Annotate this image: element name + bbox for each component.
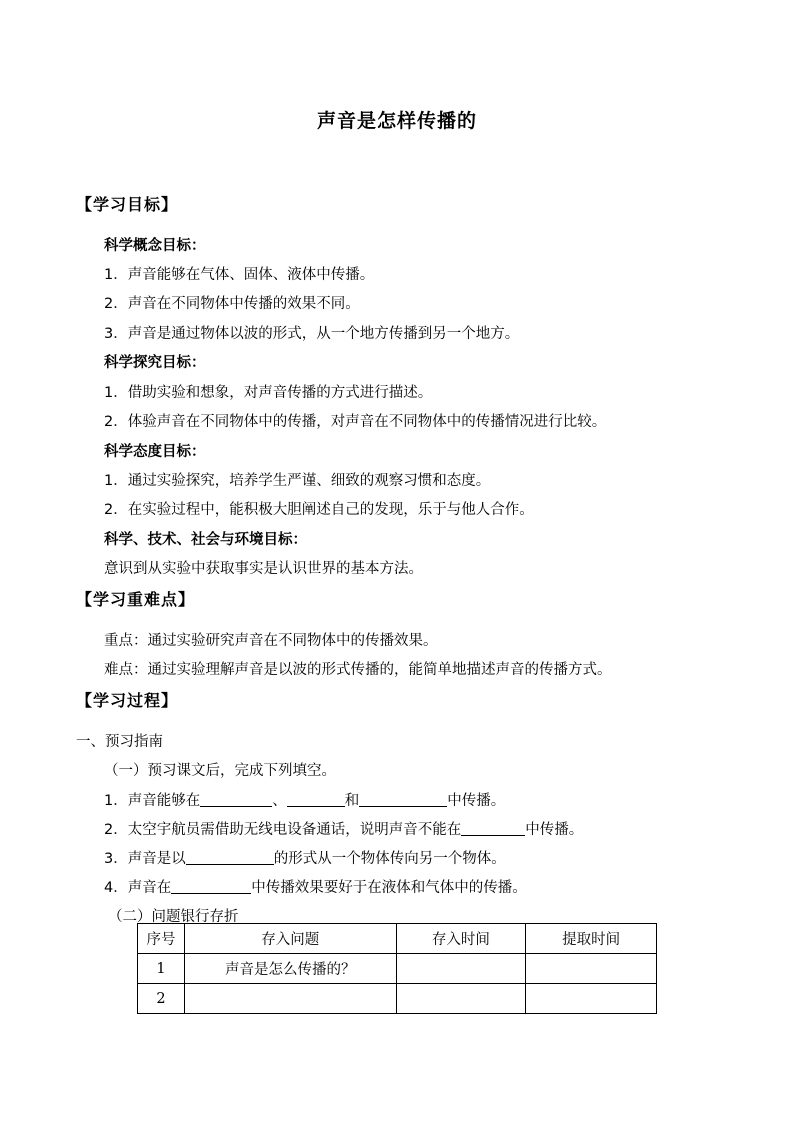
page-title: 声音是怎样传播的 xyxy=(316,110,477,132)
question-bank-table xyxy=(137,923,657,1014)
table-cell[interactable] xyxy=(396,984,526,1014)
goal-label-attitude: 科学态度目标： xyxy=(104,444,206,460)
goal-item: 2．在实验过程中，能积极大胆阐述自己的发现，乐于与他人合作。 xyxy=(104,502,534,518)
section-heading-keypoints: 【学习重难点】 xyxy=(76,590,196,609)
subheading-fill-blanks: （一）预习课文后，完成下列填空。 xyxy=(104,763,336,779)
goal-label-concept: 科学概念目标： xyxy=(104,238,206,254)
table-cell[interactable] xyxy=(184,984,396,1014)
section-heading-process: 【学习过程】 xyxy=(76,691,179,710)
table-header: 序号 xyxy=(138,924,185,954)
goal-item: 1．借助实验和想象，对声音传播的方式进行描述。 xyxy=(104,385,433,401)
question-3: 3．声音是以 的形式从一个物体传向另一个物体。 xyxy=(104,851,506,867)
table-row xyxy=(138,954,657,984)
table-cell[interactable] xyxy=(396,954,526,984)
table-header: 存入问题 xyxy=(184,924,396,954)
table-cell[interactable] xyxy=(526,984,657,1014)
goal-item: 意识到从实验中获取事实是认识世界的基本方法。 xyxy=(104,561,423,577)
goal-item: 2．体验声音在不同物体中的传播，对声音在不同物体中的传播情况进行比较。 xyxy=(104,414,607,430)
table-header-row xyxy=(138,924,657,954)
section-heading-goals: 【学习目标】 xyxy=(76,195,179,214)
goal-item: 2．声音在不同物体中传播的效果不同。 xyxy=(104,296,360,312)
goal-label-inquiry: 科学探究目标： xyxy=(104,355,206,371)
answer-blank[interactable] xyxy=(287,791,345,807)
part-heading-preview: 一、预习指南 xyxy=(76,734,163,750)
goal-item: 3．声音是通过物体以波的形式，从一个地方传播到另一个地方。 xyxy=(104,326,520,342)
goal-item: 1．声音能够在气体、固体、液体中传播。 xyxy=(104,267,375,283)
table-row xyxy=(138,984,657,1014)
difficult-point: 难点：通过实验理解声音是以波的形式传播的，能简单地描述声音的传播方式。 xyxy=(104,662,612,678)
answer-blank[interactable] xyxy=(461,820,525,836)
answer-blank[interactable] xyxy=(200,791,272,807)
question-4: 4．声音在 中传播效果要好于在液体和气体中的传播。 xyxy=(104,880,527,896)
table-cell: 2 xyxy=(138,984,185,1014)
question-2: 2．太空宇航员需借助无线电设备通话，说明声音不能在 中传播。 xyxy=(104,822,584,838)
table-header: 存入时间 xyxy=(396,924,526,954)
answer-blank[interactable] xyxy=(359,791,447,807)
table-header: 提取时间 xyxy=(526,924,657,954)
answer-blank[interactable] xyxy=(186,849,274,865)
goal-item: 1．通过实验探究，培养学生严谨、细致的观察习惯和态度。 xyxy=(104,473,491,489)
goal-label-stse: 科学、技术、社会与环境目标： xyxy=(104,532,307,548)
table-cell[interactable] xyxy=(526,954,657,984)
answer-blank[interactable] xyxy=(171,878,251,894)
question-1: 1．声音能够在 、 和 中传播。 xyxy=(104,793,506,809)
table-cell: 声音是怎么传播的？ xyxy=(184,954,396,984)
key-point: 重点：通过实验研究声音在不同物体中的传播效果。 xyxy=(104,633,438,649)
table-cell: 1 xyxy=(138,954,185,984)
subheading-question-bank: （二）问题银行存折 xyxy=(108,909,239,925)
